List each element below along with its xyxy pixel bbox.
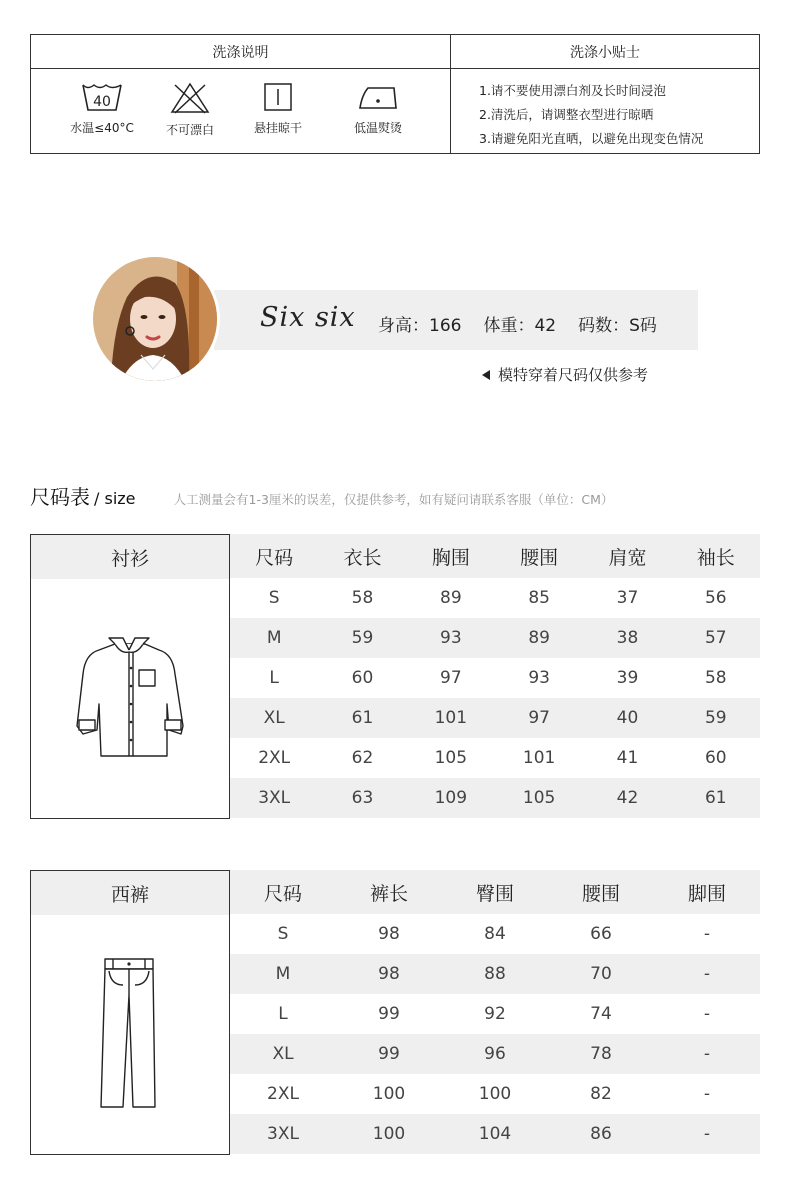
table-cell: 93 bbox=[440, 628, 462, 648]
pants-icon bbox=[95, 955, 165, 1115]
model-size: 码数：S码 bbox=[578, 316, 657, 336]
wash-40-icon bbox=[80, 81, 124, 113]
column-header: 腰围 bbox=[520, 546, 559, 569]
table-cell: 100 bbox=[372, 1084, 406, 1104]
pants-item-name: 西裤 bbox=[31, 871, 229, 915]
table-row bbox=[230, 1074, 760, 1114]
table-cell: 88 bbox=[484, 964, 506, 984]
table-cell: XL bbox=[263, 708, 285, 728]
column-header: 尺码 bbox=[255, 546, 294, 569]
table-cell: S bbox=[277, 924, 289, 944]
size-chart-note: 人工测量会有1-3厘米的误差，仅提供参考，如有疑问请联系客服（单位：CM） bbox=[173, 492, 614, 507]
model-stats bbox=[378, 311, 657, 336]
table-cell: - bbox=[703, 1044, 711, 1064]
table-cell: 56 bbox=[704, 588, 727, 608]
table-cell: 62 bbox=[351, 748, 374, 768]
wash-tip: 2.清洗后，请调整衣型进行晾晒 bbox=[479, 107, 654, 122]
care-item-no-bleach bbox=[145, 81, 235, 138]
column-header: 尺码 bbox=[263, 882, 302, 905]
table-row bbox=[230, 994, 760, 1034]
size-chart-title-cn: 尺码表 bbox=[30, 485, 90, 509]
table-cell: 84 bbox=[484, 924, 506, 944]
table-cell: 63 bbox=[351, 788, 374, 808]
table-cell: 93 bbox=[528, 668, 550, 688]
size-chart-title bbox=[30, 481, 613, 510]
table-cell: - bbox=[703, 1124, 711, 1144]
line-dry-icon bbox=[256, 81, 300, 113]
model-note bbox=[482, 364, 648, 385]
shirt-illustration bbox=[31, 579, 229, 818]
table-cell: 66 bbox=[590, 924, 612, 944]
pants-size-table bbox=[230, 870, 760, 1154]
table-row bbox=[230, 954, 760, 994]
table-cell: 86 bbox=[590, 1124, 612, 1144]
shirt-size-table bbox=[230, 534, 760, 818]
table-cell: 85 bbox=[528, 588, 550, 608]
table-cell: 78 bbox=[590, 1044, 612, 1064]
table-cell: 41 bbox=[616, 748, 639, 768]
table-cell: 89 bbox=[528, 628, 550, 648]
table-cell: - bbox=[703, 1084, 711, 1104]
wash-tips-panel bbox=[451, 35, 759, 153]
table-row bbox=[230, 1034, 760, 1074]
column-header: 胸围 bbox=[431, 546, 470, 569]
care-item-line-dry bbox=[233, 81, 323, 136]
care-label-wash: 水温≤40°C bbox=[70, 121, 134, 135]
table-cell: 38 bbox=[616, 628, 639, 648]
model-avatar bbox=[90, 254, 220, 384]
table-row bbox=[230, 1114, 760, 1154]
wash-tips-list bbox=[451, 69, 759, 151]
model-portrait-image bbox=[93, 257, 217, 381]
table-cell: 97 bbox=[528, 708, 550, 728]
column-header: 臀围 bbox=[475, 882, 514, 905]
table-cell: - bbox=[703, 1004, 711, 1024]
table-cell: XL bbox=[272, 1044, 294, 1064]
table-cell: - bbox=[703, 924, 711, 944]
table-header-row bbox=[230, 870, 760, 914]
care-label-line-dry: 悬挂晾干 bbox=[253, 121, 302, 135]
shirt-item-box bbox=[30, 534, 230, 819]
table-cell: 2XL bbox=[267, 1084, 299, 1104]
wash-tips-title: 洗涤小贴士 bbox=[451, 35, 759, 69]
model-name: Six six bbox=[260, 302, 356, 333]
table-cell: 97 bbox=[440, 668, 462, 688]
no-bleach-icon bbox=[168, 81, 212, 115]
pants-item-box bbox=[30, 870, 230, 1155]
table-cell: L bbox=[278, 1004, 288, 1024]
model-height: 身高：166 bbox=[378, 316, 462, 336]
column-header: 裤长 bbox=[369, 882, 408, 905]
table-cell: 98 bbox=[378, 964, 400, 984]
wash-instructions-title: 洗涤说明 bbox=[31, 35, 450, 69]
table-cell: 2XL bbox=[258, 748, 291, 768]
wash-instructions-panel bbox=[31, 35, 451, 153]
column-header: 脚围 bbox=[687, 882, 726, 905]
model-weight: 体重：42 bbox=[483, 316, 557, 336]
column-header: 腰围 bbox=[581, 882, 620, 905]
care-label-no-bleach: 不可漂白 bbox=[165, 123, 214, 137]
pants-illustration bbox=[31, 915, 229, 1154]
table-row bbox=[230, 658, 760, 698]
table-cell: 61 bbox=[351, 708, 374, 728]
table-cell: 58 bbox=[704, 668, 727, 688]
table-cell: 3XL bbox=[267, 1124, 299, 1144]
model-note-text: 模特穿着尺码仅供参考 bbox=[498, 366, 649, 384]
wash-tip: 1.请不要使用漂白剂及长时间浸泡 bbox=[479, 83, 666, 98]
shirt-item-name: 衬衫 bbox=[31, 535, 229, 579]
table-row bbox=[230, 914, 760, 954]
table-cell: M bbox=[275, 964, 291, 984]
table-cell: 59 bbox=[351, 628, 374, 648]
table-cell: 59 bbox=[704, 708, 727, 728]
table-cell: 89 bbox=[440, 588, 462, 608]
table-cell: 61 bbox=[704, 788, 727, 808]
table-cell: 96 bbox=[484, 1044, 506, 1064]
table-cell: 60 bbox=[351, 668, 374, 688]
column-header: 袖长 bbox=[696, 546, 735, 569]
svg-text:40: 40 bbox=[93, 94, 111, 110]
table-cell: 105 bbox=[522, 788, 556, 808]
table-cell: 70 bbox=[590, 964, 612, 984]
table-cell: 60 bbox=[704, 748, 727, 768]
table-cell: 92 bbox=[484, 1004, 506, 1024]
wash-tip: 3.请避免阳光直晒，以避免出现变色情况 bbox=[479, 131, 704, 146]
table-cell: 40 bbox=[616, 708, 639, 728]
table-cell: 101 bbox=[434, 708, 468, 728]
table-row bbox=[230, 618, 760, 658]
table-cell: M bbox=[266, 628, 282, 648]
table-cell: 57 bbox=[704, 628, 727, 648]
table-cell: 37 bbox=[616, 588, 639, 608]
table-cell: 101 bbox=[522, 748, 556, 768]
table-cell: S bbox=[268, 588, 280, 608]
table-cell: - bbox=[703, 964, 711, 984]
triangle-left-icon bbox=[482, 370, 490, 380]
table-cell: 104 bbox=[478, 1124, 512, 1144]
table-cell: 99 bbox=[378, 1044, 400, 1064]
table-cell: 98 bbox=[378, 924, 400, 944]
care-instructions-box bbox=[30, 34, 760, 154]
table-cell: 3XL bbox=[258, 788, 291, 808]
table-row bbox=[230, 698, 760, 738]
table-row bbox=[230, 778, 760, 818]
table-cell: 39 bbox=[616, 668, 639, 688]
table-cell: 109 bbox=[434, 788, 468, 808]
care-icons-row bbox=[31, 81, 450, 151]
table-cell: 58 bbox=[351, 588, 374, 608]
low-iron-icon bbox=[356, 81, 400, 113]
table-cell: L bbox=[269, 668, 279, 688]
column-header: 肩宽 bbox=[608, 546, 647, 569]
care-item-low-iron bbox=[333, 81, 423, 136]
table-row bbox=[230, 578, 760, 618]
table-row bbox=[230, 738, 760, 778]
table-cell: 100 bbox=[372, 1124, 406, 1144]
size-chart-title-en: / size bbox=[94, 489, 136, 508]
care-item-wash bbox=[57, 81, 147, 136]
care-label-low-iron: 低温熨烫 bbox=[353, 121, 402, 135]
table-cell: 105 bbox=[434, 748, 468, 768]
table-cell: 100 bbox=[478, 1084, 512, 1104]
table-cell: 74 bbox=[590, 1004, 612, 1024]
column-header: 衣长 bbox=[343, 546, 382, 569]
table-cell: 99 bbox=[378, 1004, 400, 1024]
table-cell: 82 bbox=[590, 1084, 612, 1104]
shirt-icon bbox=[75, 634, 185, 764]
table-cell: 42 bbox=[616, 788, 639, 808]
table-header-row bbox=[230, 534, 760, 578]
